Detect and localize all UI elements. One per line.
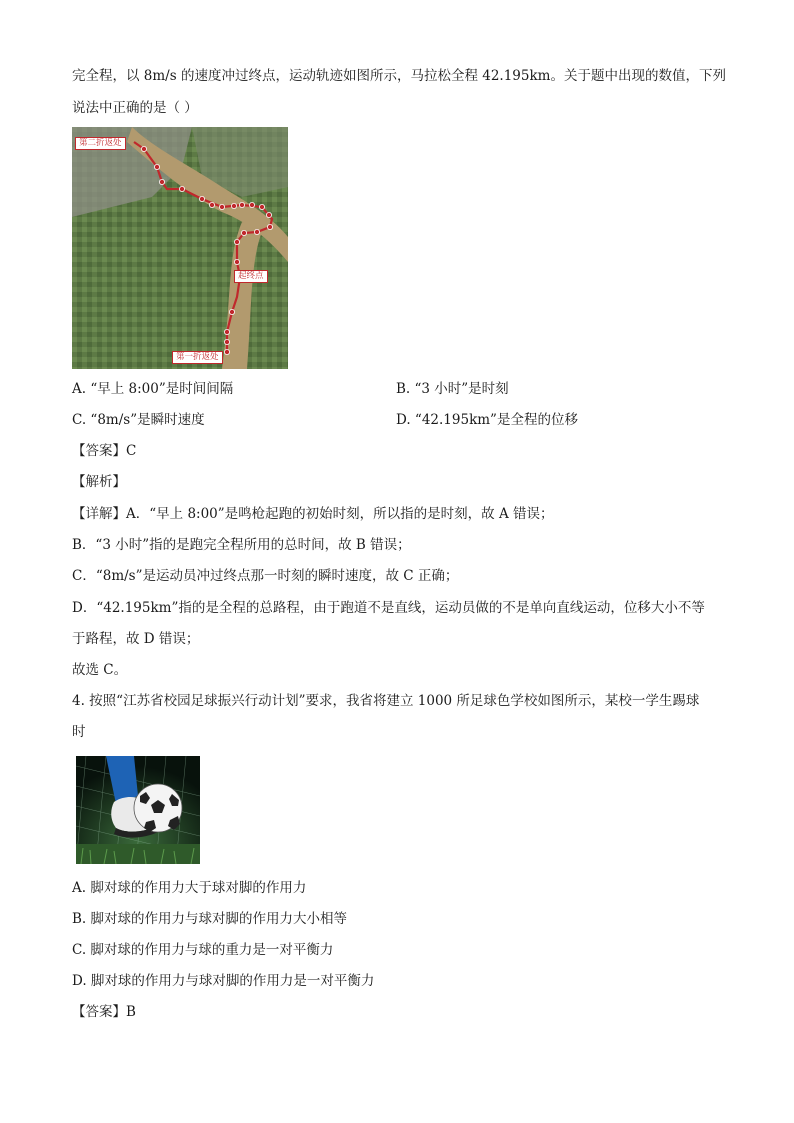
football-illustration: [76, 756, 200, 864]
marathon-route-map: [72, 127, 288, 369]
q4-answer-row: [72, 1002, 136, 1022]
q3-stem-line-1: 完全程，以 8m/s 的速度冲过终点，运动轨迹如图所示，马拉松全程 42.195km。关于题中出现的数值，下列: [72, 68, 726, 84]
map-illustration: [72, 127, 288, 369]
q4-stem-line-2: 时: [72, 724, 86, 740]
map-label-second-turnaround: 第二折返处: [75, 137, 126, 150]
q3-option-a: A. “早上 8:00”是时间间隔: [72, 381, 234, 397]
answer-tag: 【答案】: [72, 443, 126, 459]
detail-a-text: A．“早上 8:00”是鸣枪起跑的初始时刻，所以指的是时刻，故 A 错误；: [126, 506, 554, 522]
q3-stem-line-2: 说法中正确的是（ ）: [72, 100, 198, 116]
map-label-first-turnaround: 第一折返处: [172, 351, 223, 364]
q3-conclusion: 故选 C。: [72, 662, 128, 678]
q3-detail-b: B．“3 小时”指的是跑完全程所用的总时间，故 B 错误；: [72, 537, 411, 553]
map-label-start-finish: 起终点: [234, 270, 268, 283]
q3-detail-d-line-2: 于路程，故 D 错误；: [72, 631, 200, 647]
q3-option-b: B. “3 小时”是时刻: [396, 381, 509, 397]
answer-value: B: [126, 1004, 136, 1020]
q4-option-d: D. 脚对球的作用力与球对脚的作用力是一对平衡力: [72, 973, 375, 989]
q3-option-d: D. “42.195km”是全程的位移: [396, 412, 578, 428]
q3-analysis-tag: [72, 472, 126, 492]
q3-answer-row: [72, 441, 136, 461]
q4-option-b: B. 脚对球的作用力与球对脚的作用力大小相等: [72, 911, 348, 927]
q4-option-c: C. 脚对球的作用力与球的重力是一对平衡力: [72, 942, 334, 958]
answer-tag: 【答案】: [72, 1004, 126, 1020]
answer-value: C: [126, 443, 137, 459]
football-kick-image: [76, 756, 200, 864]
detail-tag: 【详解】: [72, 506, 126, 522]
q3-option-c: C. “8m/s”是瞬时速度: [72, 412, 205, 428]
q3-detail-d-line-1: D．“42.195km”指的是全程的总路程，由于跑道不是直线，运动员做的不是单向直线运动，位移大小不等: [72, 600, 705, 616]
q3-detail-a: [72, 504, 554, 524]
q3-detail-c: C．“8m/s”是运动员冲过终点那一时刻的瞬时速度，故 C 正确；: [72, 568, 459, 584]
analysis-tag: 【解析】: [72, 474, 126, 490]
q4-stem-line-1: 4. 按照“江苏省校园足球振兴行动计划”要求，我省将建立 1000 所足球色学校如图所示，某校一学生踢球: [72, 693, 700, 709]
q4-option-a: A. 脚对球的作用力大于球对脚的作用力: [72, 880, 307, 896]
